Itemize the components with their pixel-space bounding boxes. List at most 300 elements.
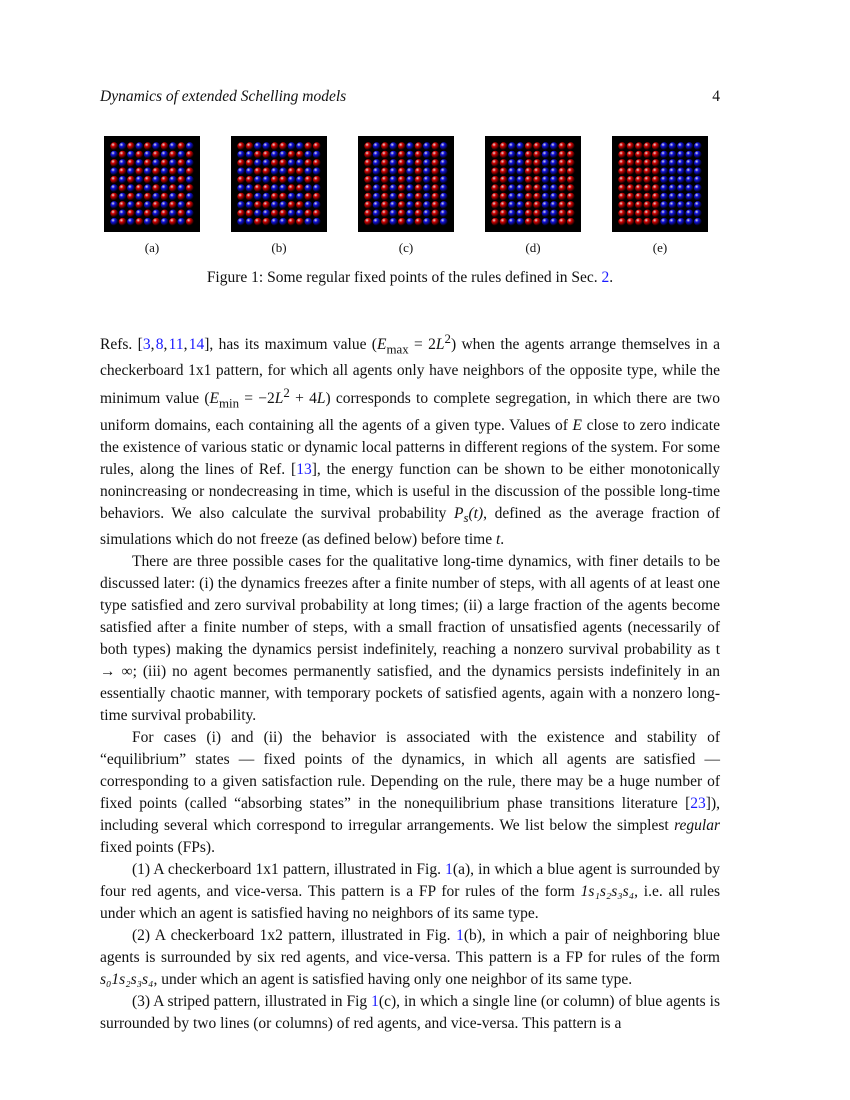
math-symbol: t [495,530,501,548]
red-agent [533,218,541,226]
red-agent [246,193,254,201]
paragraph-1: Refs. [3, 8, 11, 14], has its maximum value $(E_{max} = 2L^2)$ when the agents arrange themselves in a checkerboard 1x1 pattern, for which all agents only have neighbors of the opposite type, while the minimum value $(E_{min} = -2L^2 + 4L)$ corresponds to complete segregation, in which there are two uniform domains, each containing all the agents of a given type. Values of E close to zero indicate the existence of various static or dynamic local patterns in different regions of the system. For some rules, along the lines of Ref. [13], the energy function can be shown to be either monotonically nonincreasing or nondecreasing in time, which is useful in the discussion of the possible long-time behaviors. We also calculate the survival probability $P_s(t)$, defined as the average fraction of simulations which do not freeze (as defined below) before time t. [100,331,720,548]
blue-agent [313,151,321,159]
red-agent [279,210,287,218]
blue-agent [686,193,694,201]
blue-agent [686,201,694,209]
red-agent [618,193,626,201]
red-agent [559,168,567,176]
panel-label-e: (e) [652,240,668,255]
red-agent [136,151,144,159]
red-agent [305,159,313,167]
paragraph-3 [100,727,720,859]
text-span: (2) A checkerboard 1x2 pattern, illustrated in Fig. [132,926,457,944]
blue-agent [677,184,685,192]
red-agent [635,151,643,159]
red-agent [152,218,160,226]
blue-agent [279,184,287,192]
blue-agent [390,176,398,184]
red-agent [618,176,626,184]
red-agent [186,184,194,192]
blue-agent [440,210,448,218]
text-span: (b), in which a pair of neighboring blue agents is surrounded by six red agents, and vice-versa. This pattern is a FP for rules of the form [100,926,720,966]
red-agent [279,176,287,184]
blue-agent [517,151,525,159]
paragraph-6 [100,991,720,1035]
blue-agent [271,184,279,192]
blue-agent [144,201,152,209]
red-agent [415,218,423,226]
blue-agent [550,218,558,226]
blue-agent [169,210,177,218]
red-agent [533,193,541,201]
red-agent [491,151,499,159]
blue-agent [694,193,702,201]
red-agent [627,168,635,176]
blue-agent [423,159,431,167]
red-agent [254,201,262,209]
page-number: 4 [712,88,720,105]
red-agent [533,151,541,159]
blue-agent [550,168,558,176]
red-agent [635,201,643,209]
red-agent [364,201,372,209]
citation-link[interactable]: 11 [168,336,184,354]
blue-agent [305,168,313,176]
blue-agent [677,176,685,184]
text-span: = 2 [408,336,436,354]
blue-agent [550,193,558,201]
red-agent [364,142,372,150]
math-symbol: P [453,504,464,522]
citation-link[interactable]: 14 [188,336,205,354]
blue-agent [313,201,321,209]
figure-panel-a [104,136,200,256]
red-agent [415,176,423,184]
red-agent [127,142,135,150]
lattice-image-b [231,136,327,232]
blue-agent [161,184,169,192]
red-agent [136,201,144,209]
red-agent [618,151,626,159]
blue-agent [186,193,194,201]
blue-agent [161,218,169,226]
red-agent [635,159,643,167]
math-subscript: max [386,341,409,357]
red-agent [186,168,194,176]
red-agent [119,201,127,209]
blue-agent [660,184,668,192]
red-agent [500,142,508,150]
red-agent [110,159,118,167]
red-agent [644,218,652,226]
lattice-image-e [612,136,708,232]
blue-agent [517,159,525,167]
text-span: (3) A striped pattern, illustrated in Fig [132,992,372,1010]
lattice-background [358,136,454,232]
red-agent [263,151,271,159]
figure-panel-e [612,136,708,256]
red-agent [279,193,287,201]
blue-agent [127,218,135,226]
red-agent [567,210,575,218]
red-agent [500,218,508,226]
text-span: fixed points (FPs). [100,838,215,856]
red-agent [178,210,186,218]
blue-agent [686,184,694,192]
red-agent [263,168,271,176]
blue-agent [313,218,321,226]
blue-agent [263,142,271,150]
blue-agent [542,176,550,184]
blue-agent [144,184,152,192]
blue-agent [694,159,702,167]
blue-agent [136,142,144,150]
blue-agent [440,142,448,150]
red-agent [618,218,626,226]
red-agent [567,151,575,159]
figure-ref-link[interactable]: 1 [371,992,379,1010]
red-agent [627,218,635,226]
red-agent [398,184,406,192]
red-agent [415,151,423,159]
blue-agent [313,168,321,176]
blue-agent [406,201,414,209]
figure-panel-c [358,136,454,256]
blue-agent [542,210,550,218]
text-span: , under which an agent is satisfied having only one neighbor of its same type. [153,970,633,988]
paragraph-4 [100,859,720,925]
blue-agent [686,159,694,167]
blue-agent [127,151,135,159]
red-agent [144,142,152,150]
red-agent [152,151,160,159]
blue-agent [305,218,313,226]
blue-agent [508,210,516,218]
math-superscript: 2 [283,385,290,401]
text-span: (1) A checkerboard 1x1 pattern, illustrated in Fig. [132,860,446,878]
blue-agent [440,159,448,167]
red-agent [178,142,186,150]
red-agent [381,210,389,218]
red-agent [119,151,127,159]
blue-agent [279,201,287,209]
red-agent [136,168,144,176]
red-agent [567,184,575,192]
blue-agent [390,142,398,150]
red-agent [635,210,643,218]
blue-agent [373,218,381,226]
red-agent [296,218,304,226]
red-agent [644,159,652,167]
red-agent [364,176,372,184]
blue-agent [127,184,135,192]
text-span: (c), in which a single line (or column) of blue agents is surrounded by two lines (or columns) of red agents, and vice-versa. This pattern is a [100,992,721,1032]
blue-agent [390,210,398,218]
red-agent [559,193,567,201]
lattice-background [231,136,327,232]
red-agent [432,176,440,184]
red-agent [652,176,660,184]
red-agent [110,142,118,150]
red-agent [254,218,262,226]
red-agent [644,201,652,209]
blue-agent [288,159,296,167]
blue-agent [406,159,414,167]
red-agent [364,210,372,218]
red-agent [305,142,313,150]
red-agent [635,184,643,192]
red-agent [271,176,279,184]
red-agent [652,201,660,209]
blue-agent [542,201,550,209]
blue-agent [136,210,144,218]
blue-agent [263,176,271,184]
blue-agent [296,142,304,150]
red-agent [119,184,127,192]
red-agent [432,193,440,201]
blue-agent [127,168,135,176]
red-agent [652,168,660,176]
red-agent [169,218,177,226]
red-agent [381,142,389,150]
figure-ref-link[interactable]: 1 [456,926,464,944]
blue-agent [669,168,677,176]
text-span: . [500,530,505,548]
blue-agent [677,168,685,176]
blue-agent [373,142,381,150]
red-agent [169,168,177,176]
blue-agent [660,201,668,209]
red-agent [533,142,541,150]
red-agent [559,151,567,159]
blue-agent [406,193,414,201]
blue-agent [550,201,558,209]
blue-agent [288,142,296,150]
red-agent [398,159,406,167]
red-agent [271,159,279,167]
red-agent [525,142,533,150]
red-agent [398,168,406,176]
blue-agent [169,193,177,201]
blue-agent [694,210,702,218]
red-agent [559,184,567,192]
red-agent [381,218,389,226]
blue-agent [136,159,144,167]
emphasis: regular [674,816,720,834]
red-agent [178,193,186,201]
blue-agent [694,142,702,150]
red-agent [144,210,152,218]
section-ref-link[interactable]: 2 [601,269,610,286]
red-agent [398,193,406,201]
red-agent [398,210,406,218]
blue-agent [508,218,516,226]
red-agent [364,218,372,226]
blue-agent [186,159,194,167]
red-agent [288,151,296,159]
blue-agent [677,151,685,159]
red-agent [119,218,127,226]
red-agent [279,159,287,167]
red-agent [279,142,287,150]
red-agent [432,142,440,150]
red-agent [313,142,321,150]
text-span: ], the energy function can be shown to be either monotonically nonincreasing or nondecreasing in time, which is useful in the discussion of the possible long-time behaviors. We also calculate the survival probability [100,460,720,522]
red-agent [432,218,440,226]
blue-agent [178,201,186,209]
blue-agent [517,193,525,201]
red-agent [491,210,499,218]
red-agent [127,159,135,167]
red-agent [635,142,643,150]
red-agent [186,218,194,226]
red-agent [161,159,169,167]
blue-agent [296,159,304,167]
blue-agent [390,168,398,176]
blue-agent [296,193,304,201]
blue-agent [246,218,254,226]
blue-agent [152,142,160,150]
panel-label-b: (b) [271,240,287,255]
math-superscript: 2 [444,331,451,346]
red-agent [559,218,567,226]
red-agent [644,210,652,218]
red-agent [169,184,177,192]
blue-agent [152,176,160,184]
blue-agent [423,176,431,184]
blue-agent [677,142,685,150]
text-span: ) corresponds to complete segregation, in which there are two uniform domains, each containing all the agents of a given type. Values of [100,390,720,434]
red-agent [652,193,660,201]
blue-agent [542,184,550,192]
text-span: For cases (i) and (ii) the behavior is associated with the existence and stability of “equilibrium” states — fixed points of the dynamics, in which all agents are satisfied — corresponding to a given satisfaction rule. Depending on the rule, there may be a huge number of fixed points (called “absorbing states” in the nonequilibrium phase transitions literature [ [100,728,720,812]
red-agent [635,218,643,226]
blue-agent [660,151,668,159]
blue-agent [550,142,558,150]
red-agent [127,176,135,184]
blue-agent [390,159,398,167]
blue-agent [406,151,414,159]
figure-1 [104,136,710,266]
blue-agent [669,218,677,226]
blue-agent [694,201,702,209]
red-agent [169,201,177,209]
blue-agent [686,218,694,226]
red-agent [110,193,118,201]
blue-agent [677,193,685,201]
red-agent [652,151,660,159]
red-agent [618,184,626,192]
blue-agent [390,201,398,209]
citation-link[interactable]: 23 [690,794,706,812]
red-agent [635,193,643,201]
red-agent [237,193,245,201]
red-agent [491,168,499,176]
blue-agent [390,151,398,159]
blue-agent [119,159,127,167]
red-agent [246,159,254,167]
red-agent [652,184,660,192]
blue-agent [508,142,516,150]
red-agent [246,142,254,150]
red-agent [491,176,499,184]
text-span: Refs. [ [100,336,143,354]
red-agent [491,193,499,201]
citation-link[interactable]: 13 [296,460,312,478]
red-agent [500,210,508,218]
blue-agent [178,168,186,176]
red-agent [432,201,440,209]
blue-agent [660,168,668,176]
blue-agent [136,193,144,201]
red-agent [627,151,635,159]
red-agent [525,210,533,218]
blue-agent [677,159,685,167]
red-agent [271,210,279,218]
blue-agent [390,218,398,226]
math-symbol: E [209,390,219,408]
red-agent [364,159,372,167]
blue-agent [305,184,313,192]
blue-agent [550,151,558,159]
citation-link[interactable]: 8 [155,336,164,354]
red-agent [364,193,372,201]
blue-agent [279,218,287,226]
red-agent [500,176,508,184]
text-span: , defined as the average fraction of simulations which do not freeze (as defined below) before time [100,504,720,548]
blue-agent [508,184,516,192]
blue-agent [508,168,516,176]
blue-agent [373,201,381,209]
red-agent [559,210,567,218]
blue-agent [542,168,550,176]
red-agent [127,210,135,218]
red-agent [627,193,635,201]
red-agent [161,193,169,201]
red-agent [186,151,194,159]
red-agent [491,218,499,226]
red-agent [559,159,567,167]
red-agent [567,168,575,176]
red-agent [525,184,533,192]
blue-agent [296,176,304,184]
figure-ref-link[interactable]: 1 [445,860,453,878]
red-agent [491,184,499,192]
blue-agent [161,168,169,176]
text-span: close to zero indicate the existence of various static or dynamic local patterns in different regions of the system. For some rules, along the lines of Ref. [ [100,416,720,478]
red-agent [381,176,389,184]
blue-agent [144,151,152,159]
red-agent [567,218,575,226]
blue-agent [423,168,431,176]
red-agent [381,184,389,192]
red-agent [627,210,635,218]
blue-agent [279,168,287,176]
citation-link[interactable]: 3 [142,336,151,354]
red-agent [644,142,652,150]
blue-agent [390,193,398,201]
blue-agent [254,142,262,150]
blue-agent [542,151,550,159]
panel-label-a: (a) [144,240,160,255]
blue-agent [694,218,702,226]
blue-agent [660,176,668,184]
red-agent [627,176,635,184]
red-agent [152,184,160,192]
red-agent [237,142,245,150]
red-agent [415,201,423,209]
